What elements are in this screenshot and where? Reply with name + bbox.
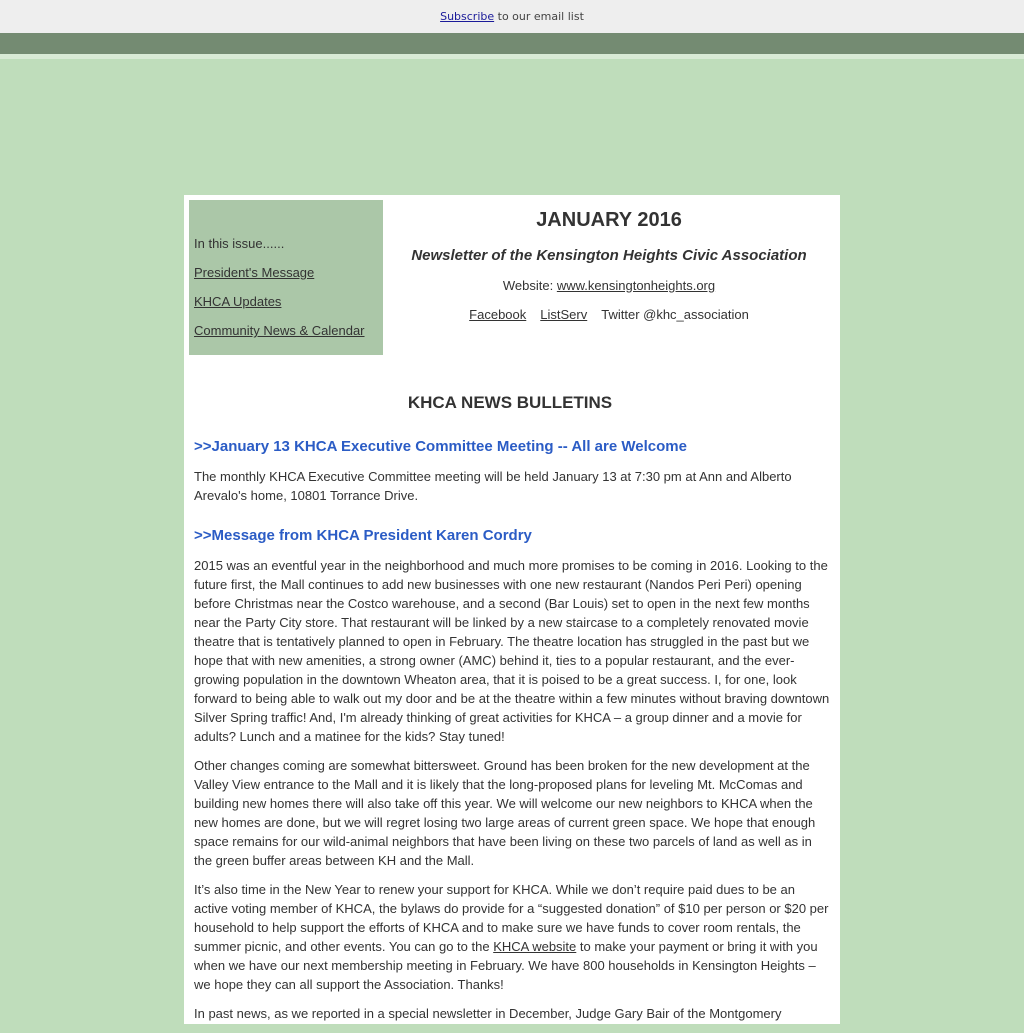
paragraph-text: to make your payment or bring it with you when we have our next membership meeting in February. We have 800 households in Kensington Heights – we hope they can all support the Association. Thanks! [194,939,818,992]
newsletter-content [184,195,840,1024]
toc-link-community-news[interactable]: Community News & Calendar [194,323,365,338]
toc-link-khca-updates[interactable]: KHCA Updates [194,294,282,309]
subscribe-bar [0,0,1024,33]
table-of-contents [189,200,383,355]
newsletter-subtitle: Newsletter of the Kensington Heights Civic Association [411,247,807,264]
listserv-link[interactable]: ListServ [540,307,588,322]
issue-title: JANUARY 2016 [536,209,682,231]
article-paragraph: In past news, as we reported in a special newsletter in December, Judge Gary Bair of the Montgomery [194,1006,782,1021]
toc-heading: In this issue...... [194,236,285,251]
paragraph-text: It’s also time in the New Year to renew your support for KHCA. While we don’t require paid dues to be an active voting member of KHCA, the bylaws do provide for a “suggested donation” of $10 per person or $20 per household to help support the efforts of KHCA and to make sure we have funds to cover room rentals, the summer picnic, and other events. You can go to the [194,882,829,954]
article-paragraph: Other changes coming are somewhat bittersweet. Ground has been broken for the new development at the Valley View entrance to the Mall and it is likely that the long-proposed plans for leveling Mt. McComas and building new homes there will also take off this year. We will welcome our new neighbors to KHCA when the new homes are done, but we will regret losing two large areas of current green space. We hope that enough space remains for our wild-animal neighbors that have been living on these two parcels of land as well as in the green buffer areas between KH and the Mall. [194,758,816,868]
header-band-light [0,54,1024,59]
website-label: Website: [502,278,557,293]
article-heading: >>January 13 KHCA Executive Committee Meeting -- All are Welcome [194,438,687,455]
facebook-link[interactable]: Facebook [469,307,527,322]
subscribe-link[interactable]: Subscribe [440,10,495,23]
subscribe-text: to our email list [494,10,584,23]
article-paragraph [194,880,831,994]
article-paragraph: The monthly KHCA Executive Committee meeting will be held January 13 at 7:30 pm at Ann and Alberto Arevalo's home, 10801 Torrance Drive. [194,469,792,503]
section-title: KHCA NEWS BULLETINS [407,393,613,412]
article-heading: >>Message from KHCA President Karen Cordry [194,527,532,544]
khca-website-link[interactable]: KHCA website [493,939,577,954]
website-link[interactable]: www.kensingtonheights.org [556,278,716,293]
toc-link-presidents-message[interactable]: President's Message [194,265,315,280]
twitter-handle: Twitter @khc_association [601,307,749,322]
header-band [0,33,1024,54]
article-body [194,437,831,1033]
article-paragraph: 2015 was an eventful year in the neighborhood and much more promises to be coming in 2016. Looking to the future first, the Mall continues to add new businesses with one new restaurant (Nandos Peri Peri) opening before Christmas near the Costco warehouse, and a second (Bar Louis) set to open in the next few months near the Party City store. That restaurant will be linked by a new staircase to a completely renovated movie theatre that is tentatively planned to open in February. The theatre location has struggled in the past but we hope that with new amenities, a strong owner (AMC) behind it, ties to a popular restaurant, and the ever-growing population in the downtown Wheaton area, that it is poised to be a great success. I, for one, look forward to being able to walk out my door and be at the theatre within a few minutes without braving downtown Silver Spring traffic! And, I'm already thinking of great activities for KHCA – a group dinner and a movie for adults? Lunch and a matinee for the kids? Stay tuned! [194,558,830,744]
